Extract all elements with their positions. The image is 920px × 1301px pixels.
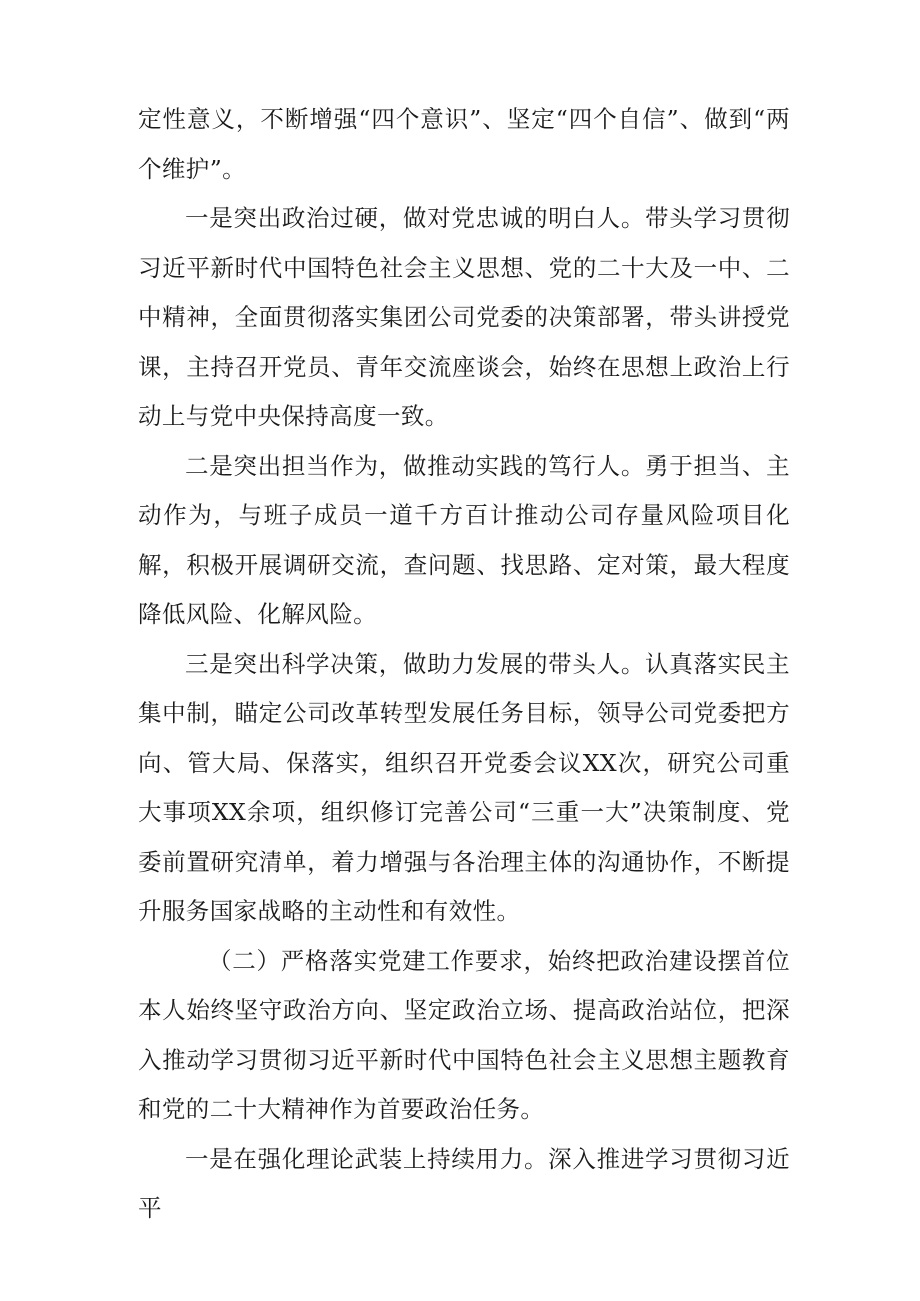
- document-body: [138, 95, 790, 1234]
- paragraph-responsibility: 二是突出担当作为，做推动实践的笃行人。勇于担当、主动作为，与班子成员一道千方百计推动公司存量风险项目化解，积极开展调研交流，查问题、找思路、定对策，最大程度降低风险、化解风险。: [138, 451, 790, 628]
- paragraph-scientific-decision: 三是突出科学决策，做助力发展的带头人。认真落实民主集中制，瞄定公司改革转型发展任务目标，领导公司党委把方向、管大局、保落实，组织召开党委会议XX次，研究公司重大事项XX余项，组织修订完善公司“三重一大”决策制度、党委前置研究清单，着力增强与各治理主体的沟通协作，不断提升服务国家战略的主动性和有效性。: [138, 649, 790, 925]
- paragraph-continued: 定性意义，不断增强“四个意识”、坚定“四个自信”、做到“两个维护”。: [138, 105, 790, 183]
- paragraph-theory-study: 一是在强化理论武装上持续用力。深入推进学习贯彻习近平: [138, 1144, 790, 1222]
- section-heading-party-building: （二）严格落实党建工作要求，始终把政治建设摆首位本人始终坚守政治方向、坚定政治立场、提高政治站位，把深入推动学习贯彻习近平新时代中国特色社会主义思想主题教育和党的二十大精神作为首要政治任务。: [138, 946, 790, 1123]
- paragraph-political-loyalty: 一是突出政治过硬，做对党忠诚的明白人。带头学习贯彻习近平新时代中国特色社会主义思想、党的二十大及一中、二中精神，全面贯彻落实集团公司党委的决策部署，带头讲授党课，主持召开党员、青年交流座谈会，始终在思想上政治上行动上与党中央保持高度一致。: [138, 204, 790, 430]
